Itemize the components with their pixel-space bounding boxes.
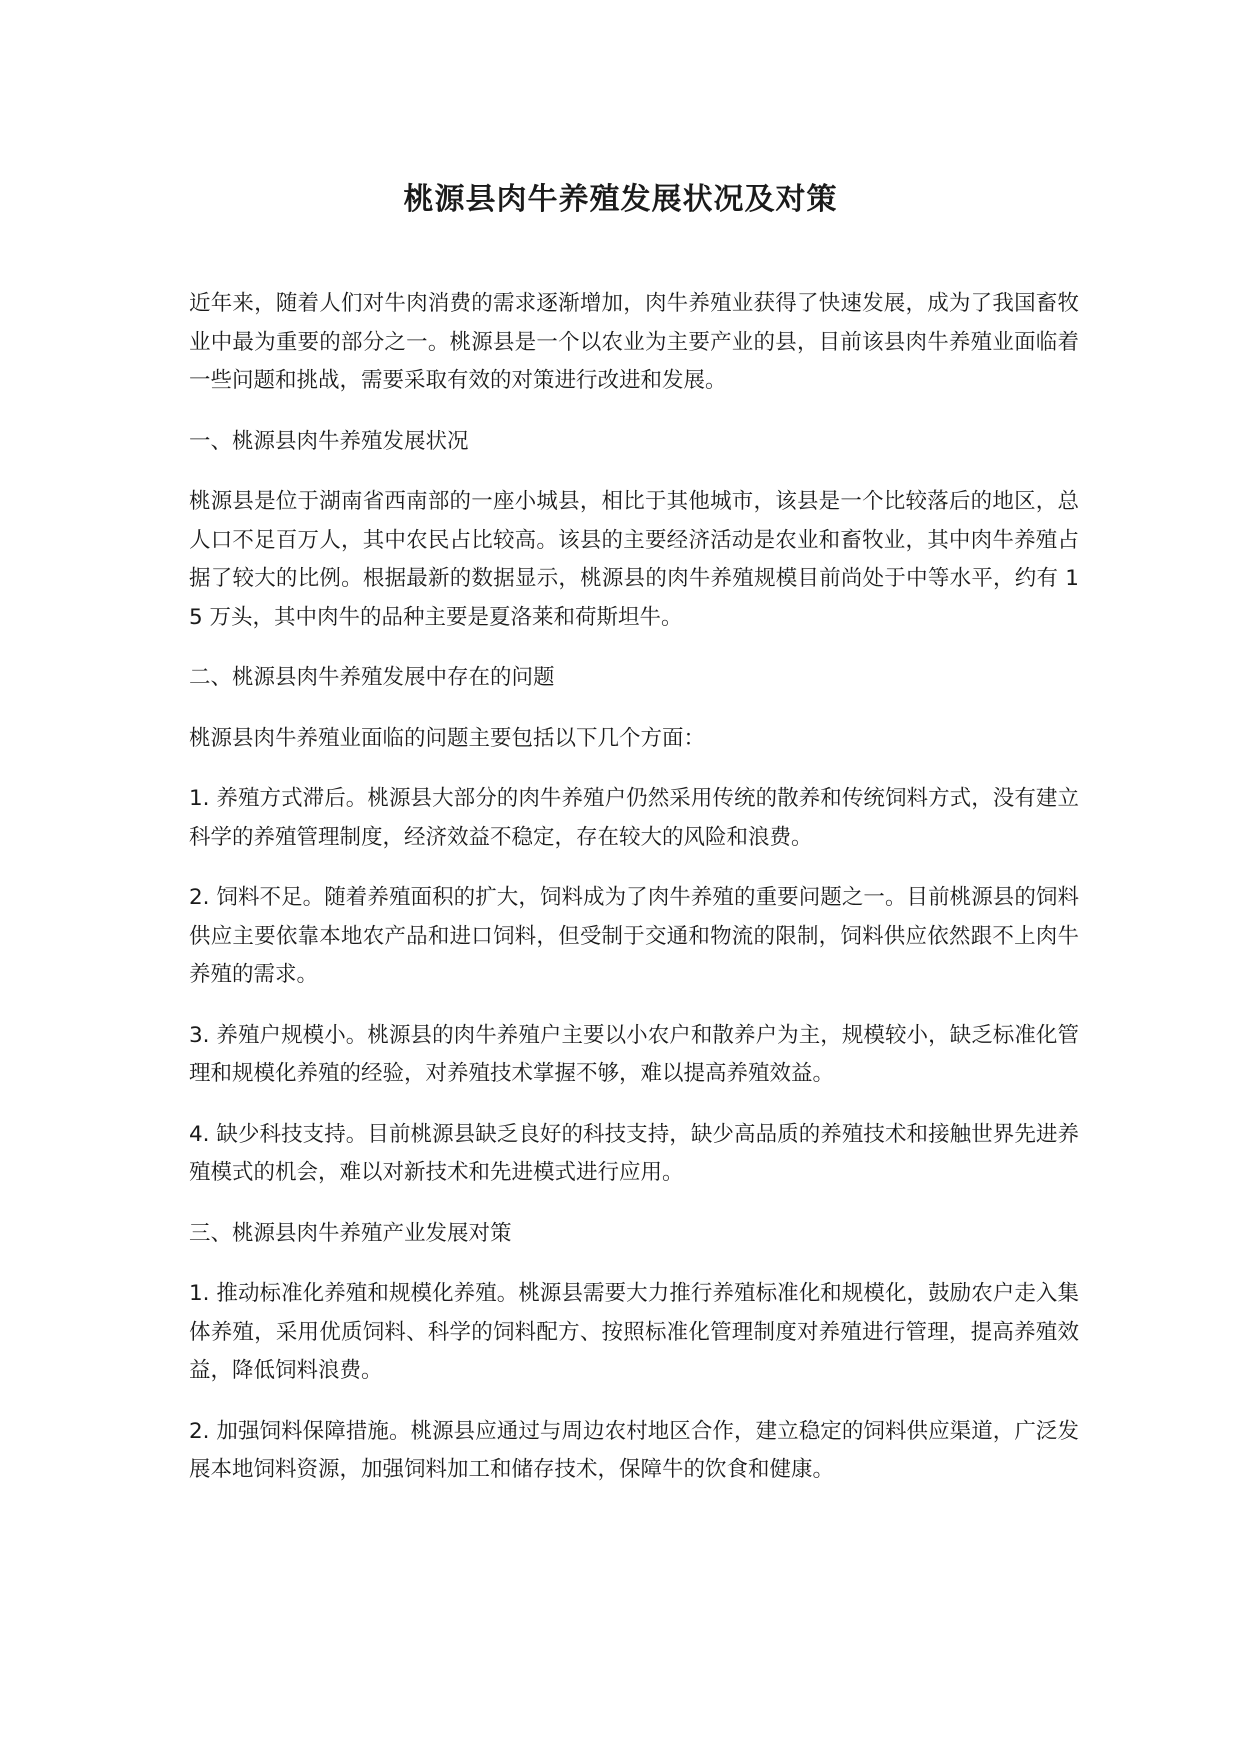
section-heading-3: 三、桃源县肉牛养殖产业发展对策: [189, 1220, 512, 1246]
measure-item-1: 1. 推动标准化养殖和规模化养殖。桃源县需要大力推行养殖标准化和规模化，鼓励农户走入集体养殖，采用优质饲料、科学的饲料配方、按照标准化管理制度对养殖进行管理，提高养殖效益，降低饲料浪费。: [189, 1281, 1079, 1383]
document-title: 桃源县肉牛养殖发展状况及对策: [403, 182, 838, 217]
problems-intro-paragraph: 桃源县肉牛养殖业面临的问题主要包括以下几个方面：: [189, 725, 706, 751]
document-body: [189, 285, 1079, 1512]
problem-item-4: 4. 缺少科技支持。目前桃源县缺乏良好的科技支持，缺少高品质的养殖技术和接触世界先进养殖模式的机会，难以对新技术和先进模式进行应用。: [189, 1121, 1079, 1185]
status-paragraph: 桃源县是位于湖南省西南部的一座小城县，相比于其他城市，该县是一个比较落后的地区，总人口不足百万人，其中农民占比较高。该县的主要经济活动是农业和畜牧业，其中肉牛养殖占据了较大的比例。根据最新的数据显示，桃源县的肉牛养殖规模目前尚处于中等水平，约有 15 万头，其中肉牛的品种主要是夏洛莱和荷斯坦牛。: [189, 489, 1079, 630]
measure-item-2: 2. 加强饲料保障措施。桃源县应通过与周边农村地区合作，建立稳定的饲料供应渠道，广泛发展本地饲料资源，加强饲料加工和储存技术，保障牛的饮食和健康。: [189, 1418, 1079, 1482]
problem-item-1: 1. 养殖方式滞后。桃源县大部分的肉牛养殖户仍然采用传统的散养和传统饲料方式，没有建立科学的养殖管理制度，经济效益不稳定，存在较大的风险和浪费。: [189, 786, 1079, 850]
intro-paragraph: 近年来，随着人们对牛肉消费的需求逐渐增加，肉牛养殖业获得了快速发展，成为了我国畜牧业中最为重要的部分之一。桃源县是一个以农业为主要产业的县，目前该县肉牛养殖业面临着一些问题和挑战，需要采取有效的对策进行改进和发展。: [189, 291, 1079, 393]
section-heading-2: 二、桃源县肉牛养殖发展中存在的问题: [189, 665, 555, 690]
section-heading-1: 一、桃源县肉牛养殖发展状况: [189, 428, 469, 454]
problem-item-2: 2. 饲料不足。随着养殖面积的扩大，饲料成为了肉牛养殖的重要问题之一。目前桃源县的饲料供应主要依靠本地农产品和进口饲料，但受制于交通和物流的限制，饲料供应依然跟不上肉牛养殖的需求。: [189, 885, 1079, 987]
problem-item-3: 3. 养殖户规模小。桃源县的肉牛养殖户主要以小农户和散养户为主，规模较小，缺乏标准化管理和规模化养殖的经验，对养殖技术掌握不够，难以提高养殖效益。: [189, 1022, 1079, 1086]
